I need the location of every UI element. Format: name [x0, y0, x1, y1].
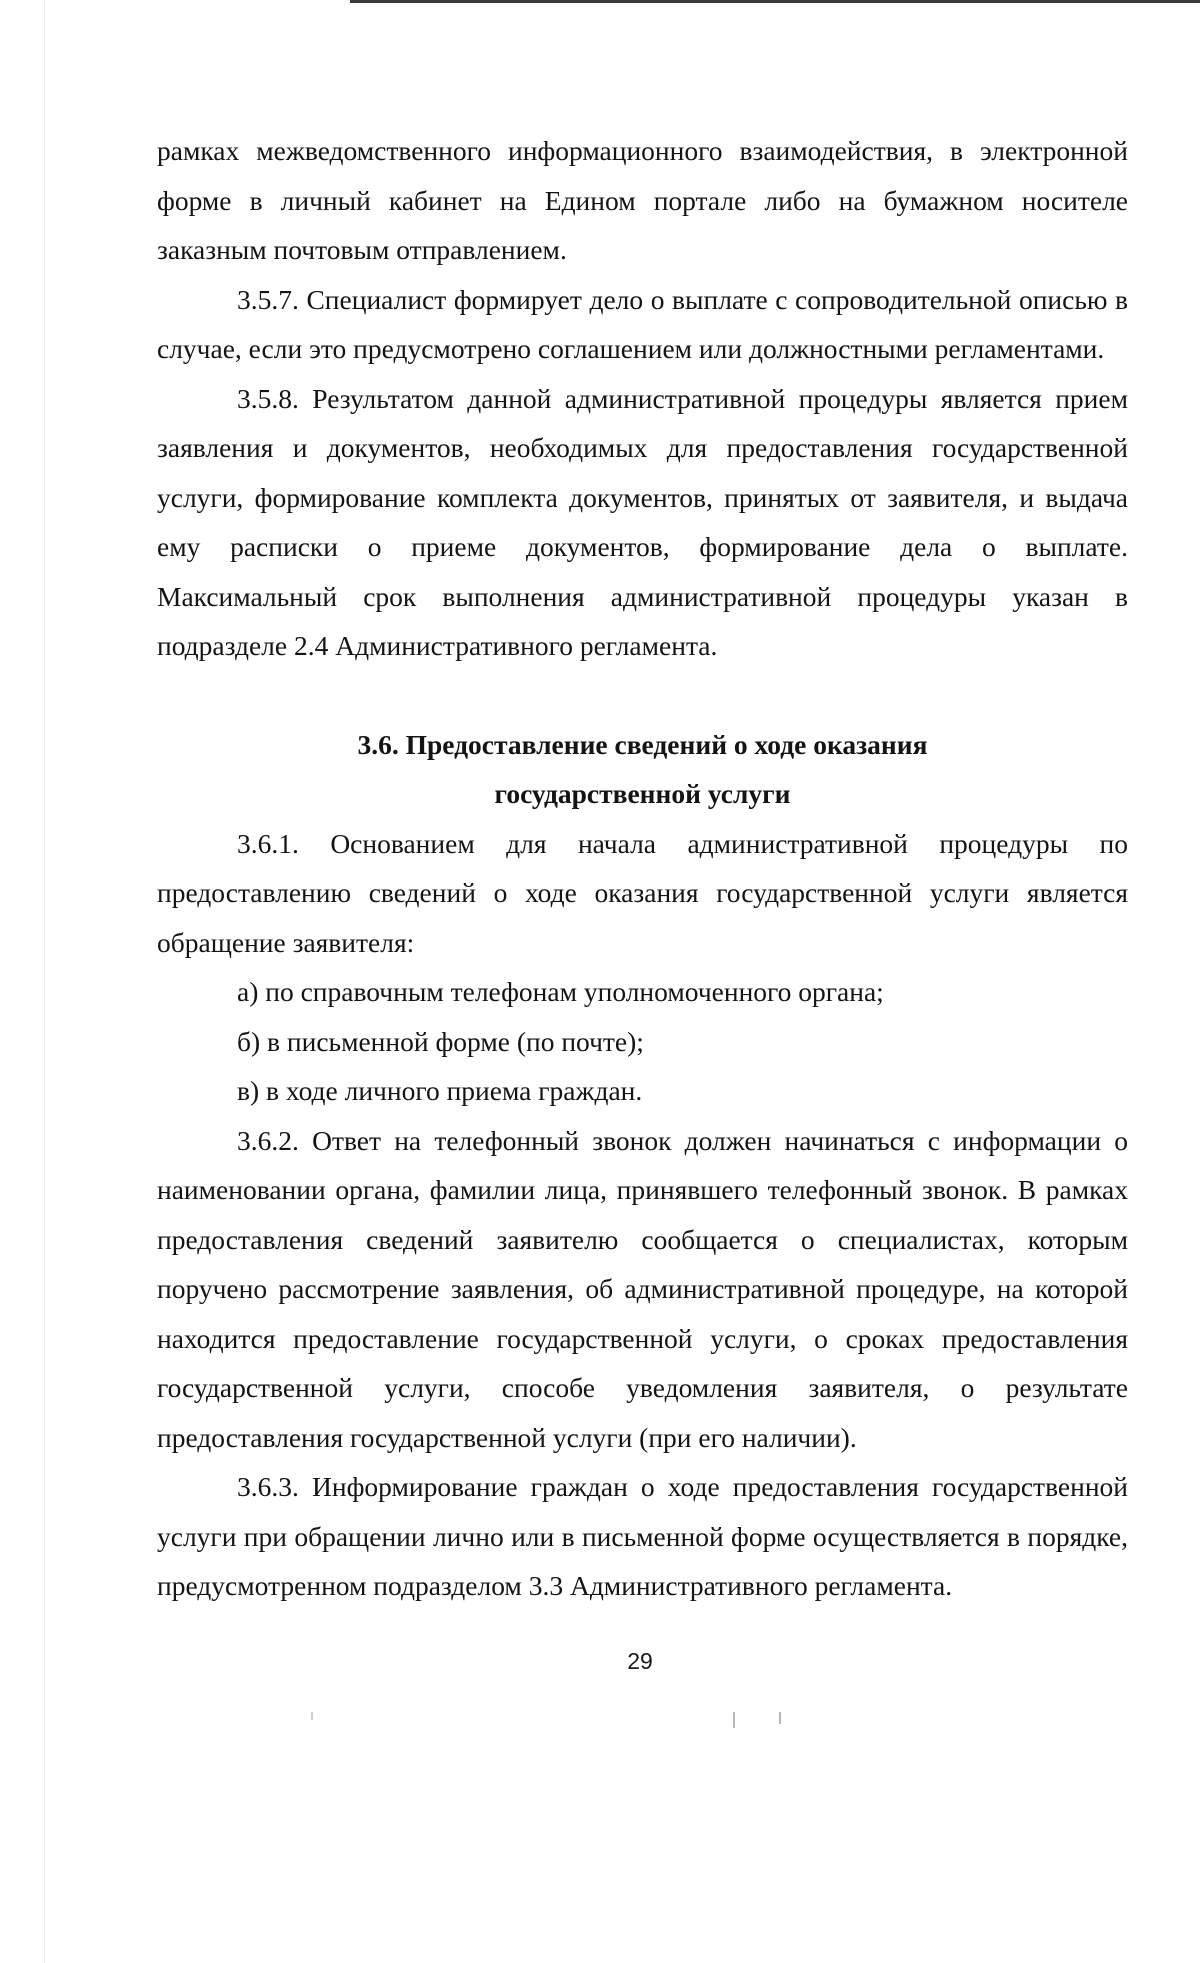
paragraph-3-5-8: 3.5.8. Результатом данной административной процедуры является прием заявления и документов, необходимых для предоставления государственной услуги, формирование комплекта документов, принятых от заявителя, и выдача ему расписки о приеме документов, формирование дела о выплате. Максимальный срок выполнения административной процедуры указан в подразделе 2.4 Административного регламента. [157, 382, 1128, 661]
section-heading-line-1: 3.6. Предоставление сведений о ходе оказания [357, 728, 928, 760]
scan-speck [311, 1712, 313, 1720]
paragraph-3-5-7: 3.5.7. Специалист формирует дело о выплате с сопроводительной описью в случае, если это предусмотрено соглашением или должностными регламентами. [157, 283, 1128, 364]
scan-edge-top [350, 0, 1200, 3]
page-number: 29 [627, 1648, 653, 1674]
list-item-c: в) в ходе личного приема граждан. [237, 1075, 643, 1106]
list-item-a: а) по справочным телефонам уполномоченного органа; [237, 976, 884, 1007]
paragraph-3-6-1: 3.6.1. Основанием для начала административной процедуры по предоставлению сведений о ходе оказания государственной услуги является обращение заявителя: [157, 827, 1128, 958]
scan-speck [733, 1712, 735, 1728]
list-item-b: б) в письменной форме (по почте); [237, 1025, 644, 1057]
paragraph-continuation: рамках межведомственного информационного взаимодействия, в электронной форме в личный кабинет на Едином портале либо на бумажном носителе заказным почтовым отправлением. [157, 135, 1128, 265]
section-heading [157, 720, 1128, 819]
section-heading-line-2: государственной услуги [494, 778, 791, 809]
paragraph-3-6-3: 3.6.3. Информирование граждан о ходе предоставления государственной услуги при обращении лично или в письменной форме осуществляется в порядке, предусмотренном подразделом 3.3 Административного регламента. [157, 1471, 1128, 1601]
document-page [157, 126, 1128, 1611]
paragraph-3-6-2: 3.6.2. Ответ на телефонный звонок должен начинаться с информации о наименовании органа, фамилии лица, принявшего телефонный звонок. В рамках предоставления сведений заявителю сообщается о специалистах, которым поручено рассмотрение заявления, об административной процедуре, на которой находится предоставление государственной услуги, о сроках предоставления государственной услуги, способе уведомления заявителя, о результате предоставления государственной услуги (при его наличии). [157, 1124, 1128, 1453]
scan-speck [779, 1712, 781, 1724]
